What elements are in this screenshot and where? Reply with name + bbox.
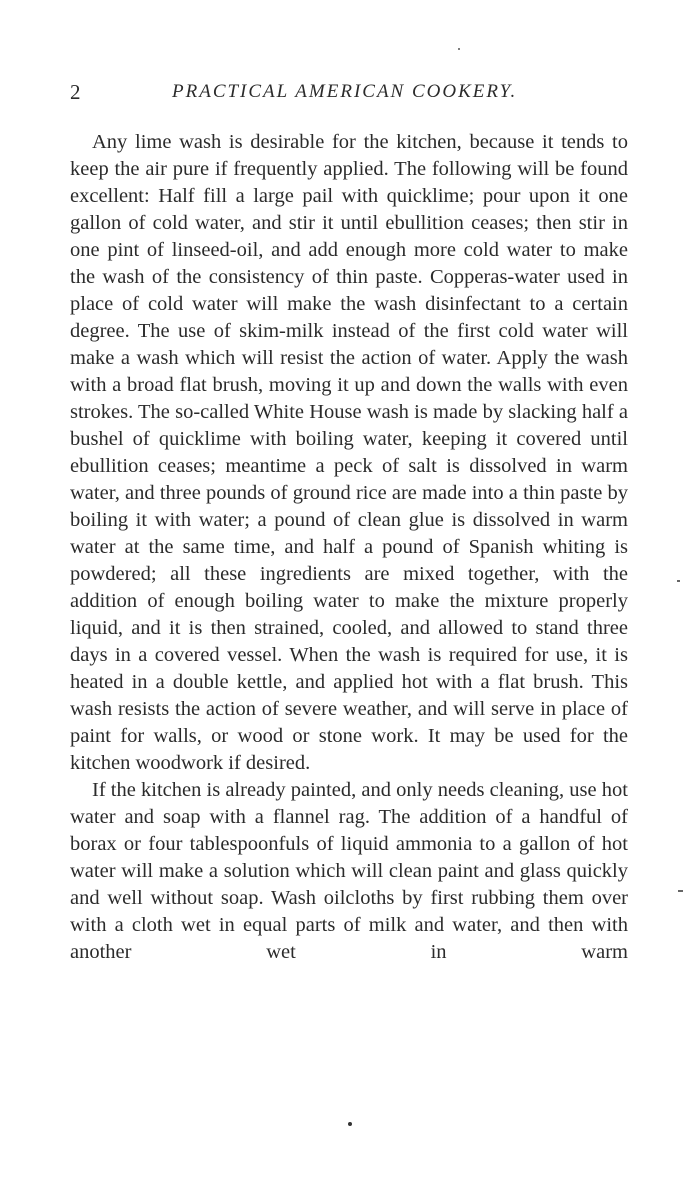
margin-speck <box>677 580 680 582</box>
margin-speck <box>678 890 683 892</box>
print-speck <box>348 1122 352 1126</box>
print-speck <box>458 48 460 50</box>
paragraph-cleaning-paint: If the kitchen is already painted, and only needs cleaning, use hot water and soap with a flannel rag. The addition of a handful of borax or four tablespoonfuls of liquid ammonia to a gallon of hot water will make a solution which will clean paint and glass quickly and well without soap. Wash oilcloths by first rubbing them over with a cloth wet in equal parts of milk and water, and then with another wet in warm <box>70 779 628 963</box>
body-text <box>70 129 628 966</box>
running-title: PRACTICAL AMERICAN COOKERY. <box>172 81 518 102</box>
paragraph-lime-wash: Any lime wash is desirable for the kitchen, because it tends to keep the air pure if frequently applied. The following will be found excellent: Half fill a large pail with quicklime; pour upon it one gallon of cold water, and stir it until ebullition ceases; then stir in one pint of linseed-oil, and add enough more cold water to make the wash of the consistency of thin paste. Copperas-water used in place of cold water will make the wash disinfectant to a certain degree. The use of skim-milk instead of the first cold water will make a wash which will resist the action of water. Apply the wash with a broad flat brush, moving it up and down the walls with even strokes. The so-called White House wash is made by slacking half a bushel of quicklime with boiling water, keeping it covered until ebullition ceases; meantime a peck of salt is dissolved in warm water, and three pounds of ground rice are made into a thin paste by boiling it with water; a pound of clean glue is dissolved in warm water at the same time, and half a pound of Spanish whiting is powdered; all these ingredients are mixed together, with the addition of enough boiling water to make the mixture properly liquid, and it is then strained, cooled, and allowed to stand three days in a covered vessel. When the wash is required for use, it is heated in a double kettle, and applied hot with a flat brush. This wash resists the action of severe weather, and will serve in place of paint for walls, or wood or stone work. It may be used for the kitchen woodwork if desired. <box>70 131 628 774</box>
page-number: 2 <box>70 80 81 104</box>
running-head <box>70 77 630 107</box>
